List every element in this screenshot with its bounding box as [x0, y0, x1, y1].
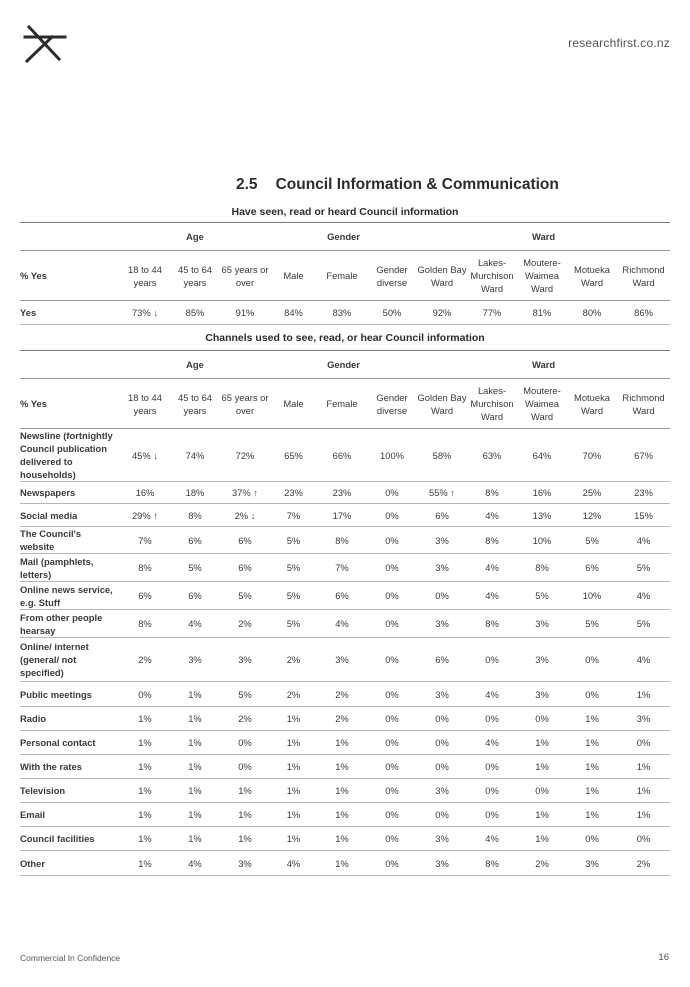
table-cell: 0% — [417, 731, 467, 755]
table-cell: 1% — [317, 779, 367, 803]
table-cell: 55% ↑ — [417, 482, 467, 504]
row-label: Public meetings — [20, 682, 120, 707]
table-cell: 0% — [367, 707, 417, 731]
table-cell: 1% — [220, 827, 270, 851]
column-header: Moutere-Waimea Ward — [517, 251, 567, 301]
table-cell: 3% — [417, 851, 467, 876]
table-cell: 2% — [317, 682, 367, 707]
table-cell: 1% — [120, 731, 170, 755]
table-cell: 0% — [467, 638, 517, 682]
table-cell: 1% — [317, 803, 367, 827]
table-cell: 0% — [220, 755, 270, 779]
table-cell: 0% — [567, 682, 617, 707]
column-header: 18 to 44 years — [120, 251, 170, 301]
table-cell: 1% — [120, 779, 170, 803]
table-cell: 2% — [220, 610, 270, 638]
table-cell: 50% — [367, 301, 417, 325]
table-cell: 23% — [617, 482, 670, 504]
table-cell: 2% — [517, 851, 567, 876]
group-age: Age — [120, 223, 270, 251]
table-cell: 3% — [417, 682, 467, 707]
table-cell: 7% — [317, 554, 367, 582]
column-header: Richmond Ward — [617, 251, 670, 301]
table-cell: 74% — [170, 429, 220, 482]
section-number: 2.5 — [236, 176, 258, 193]
table-cell: 72% — [220, 429, 270, 482]
table-cell: 0% — [367, 582, 417, 610]
table-row — [20, 482, 670, 504]
table-cell: 3% — [517, 610, 567, 638]
table-cell: 1% — [567, 707, 617, 731]
table-cell: 5% — [617, 554, 670, 582]
row-label: Television — [20, 779, 120, 803]
table-cell: 12% — [567, 504, 617, 527]
table-cell: 73% ↓ — [120, 301, 170, 325]
table-cell: 4% — [617, 527, 670, 554]
table-row — [20, 803, 670, 827]
table-cell: 100% — [367, 429, 417, 482]
column-header: Motueka Ward — [567, 379, 617, 429]
table-cell: 1% — [120, 707, 170, 731]
row-label: Mail (pamphlets, letters) — [20, 554, 120, 582]
table-cell: 8% — [170, 504, 220, 527]
table-row — [20, 638, 670, 682]
row-label: Yes — [20, 301, 120, 325]
table-cell: 8% — [517, 554, 567, 582]
table-cell: 1% — [317, 851, 367, 876]
table-cell: 1% — [120, 851, 170, 876]
table-cell: 1% — [170, 707, 220, 731]
table-cell: 84% — [270, 301, 317, 325]
column-header: 18 to 44 years — [120, 379, 170, 429]
column-header: Lakes-Murchison Ward — [467, 379, 517, 429]
table-cell: 4% — [170, 851, 220, 876]
table-cell: 1% — [120, 755, 170, 779]
table-cell: 1% — [517, 803, 567, 827]
section-title-text: Council Information & Communication — [275, 176, 559, 193]
table-cell: 6% — [170, 582, 220, 610]
table-cell: 1% — [170, 803, 220, 827]
column-header: Lakes-Murchison Ward — [467, 251, 517, 301]
table-cell: 58% — [417, 429, 467, 482]
table-cell: 4% — [617, 582, 670, 610]
table-cell: 7% — [270, 504, 317, 527]
table-cell: 4% — [467, 827, 517, 851]
table-cell: 2% — [270, 638, 317, 682]
table-cell: 16% — [120, 482, 170, 504]
table-cell: 0% — [567, 827, 617, 851]
table-cell: 77% — [467, 301, 517, 325]
table-cell: 1% — [517, 731, 567, 755]
row-label: Email — [20, 803, 120, 827]
table-cell: 1% — [567, 731, 617, 755]
table-cell: 6% — [120, 582, 170, 610]
table-cell: 3% — [317, 638, 367, 682]
column-header: Male — [270, 251, 317, 301]
table-cell: 8% — [317, 527, 367, 554]
row-label: The Council's website — [20, 527, 120, 554]
table-row — [20, 554, 670, 582]
table-cell: 0% — [367, 682, 417, 707]
group-age: Age — [120, 351, 270, 379]
table1-caption: Have seen, read or heard Council information — [231, 206, 459, 218]
table-cell: 67% — [617, 429, 670, 482]
table-cell: 10% — [567, 582, 617, 610]
table-cell: 0% — [417, 755, 467, 779]
table-cell: 3% — [417, 827, 467, 851]
table-cell: 1% — [170, 731, 220, 755]
table-cell: 23% — [270, 482, 317, 504]
table-cell: 1% — [517, 755, 567, 779]
table-cell: 4% — [317, 610, 367, 638]
table-cell: 3% — [220, 851, 270, 876]
table-cell: 2% — [120, 638, 170, 682]
column-headers — [20, 379, 670, 429]
table-cell: 1% — [567, 755, 617, 779]
table-cell: 29% ↑ — [120, 504, 170, 527]
table-cell: 0% — [367, 638, 417, 682]
table-row — [20, 731, 670, 755]
table-cell: 1% — [517, 827, 567, 851]
table-cell: 1% — [270, 827, 317, 851]
table-cell: 0% — [467, 755, 517, 779]
table-cell: 1% — [170, 827, 220, 851]
column-headers — [20, 251, 670, 301]
row-label: Council facilities — [20, 827, 120, 851]
table-cell: 3% — [417, 554, 467, 582]
table-cell: 1% — [120, 803, 170, 827]
table-cell: 1% — [270, 755, 317, 779]
table-cell: 0% — [367, 755, 417, 779]
table-cell: 91% — [220, 301, 270, 325]
row-label: Other — [20, 851, 120, 876]
footer-confidentiality: Commercial In Confidence — [20, 953, 121, 963]
table-row — [20, 755, 670, 779]
column-header: Female — [317, 379, 367, 429]
header-website: researchfirst.co.nz — [568, 36, 670, 50]
row-label: Online/ internet (general/ not specified) — [20, 638, 120, 682]
row-label: Online news service, e.g. Stuff — [20, 582, 120, 610]
table-cell: 8% — [467, 527, 517, 554]
table-cell: 1% — [317, 827, 367, 851]
table-cell: 5% — [270, 582, 317, 610]
group-gender: Gender — [270, 351, 417, 379]
table-cell: 1% — [270, 779, 317, 803]
row-label: Newsline (fortnightly Council publication delivered to households) — [20, 429, 120, 482]
table-cell: 1% — [270, 803, 317, 827]
table-cell: 0% — [120, 682, 170, 707]
table-cell: 5% — [517, 582, 567, 610]
table-cell: 3% — [517, 638, 567, 682]
column-header: Motueka Ward — [567, 251, 617, 301]
table-cell: 1% — [567, 803, 617, 827]
table-row — [20, 582, 670, 610]
table-cell: 5% — [617, 610, 670, 638]
table-row — [20, 682, 670, 707]
table-cell: 1% — [617, 779, 670, 803]
table-cell: 4% — [467, 731, 517, 755]
table-cell: 6% — [567, 554, 617, 582]
table-cell: 8% — [120, 610, 170, 638]
table-cell: 2% — [317, 707, 367, 731]
group-gender: Gender — [270, 223, 417, 251]
table-cell: 25% — [567, 482, 617, 504]
table-cell: 0% — [567, 638, 617, 682]
table-cell: 3% — [417, 779, 467, 803]
table-cell: 1% — [120, 827, 170, 851]
table-cell: 1% — [567, 779, 617, 803]
table-cell: 3% — [567, 851, 617, 876]
table-cell: 5% — [567, 527, 617, 554]
table-cell: 6% — [220, 554, 270, 582]
table-cell: 86% — [617, 301, 670, 325]
table-cell: 8% — [120, 554, 170, 582]
table-cell: 1% — [270, 707, 317, 731]
table-cell: 0% — [467, 707, 517, 731]
column-header: Golden Bay Ward — [417, 251, 467, 301]
table-row — [20, 301, 670, 325]
column-header: % Yes — [20, 379, 120, 429]
table-channels-used — [20, 350, 670, 876]
table-cell: 6% — [220, 527, 270, 554]
table-cell: 2% — [270, 682, 317, 707]
table-cell: 66% — [317, 429, 367, 482]
table-row — [20, 429, 670, 482]
table-cell: 4% — [467, 582, 517, 610]
table-cell: 0% — [367, 610, 417, 638]
table-cell: 4% — [467, 682, 517, 707]
column-header: % Yes — [20, 251, 120, 301]
table-row — [20, 707, 670, 731]
table-cell: 1% — [170, 779, 220, 803]
table-cell: 0% — [617, 827, 670, 851]
table-cell: 45% ↓ — [120, 429, 170, 482]
table-cell: 81% — [517, 301, 567, 325]
section-title — [236, 176, 559, 194]
table-row — [20, 851, 670, 876]
table-cell: 5% — [567, 610, 617, 638]
table-cell: 80% — [567, 301, 617, 325]
table-cell: 6% — [417, 638, 467, 682]
table-cell: 1% — [170, 682, 220, 707]
table-cell: 3% — [417, 527, 467, 554]
column-header: 65 years or over — [220, 251, 270, 301]
table-row — [20, 610, 670, 638]
group-ward: Ward — [417, 223, 670, 251]
table-cell: 5% — [270, 554, 317, 582]
table-cell: 5% — [270, 610, 317, 638]
column-header: 45 to 64 years — [170, 251, 220, 301]
table-cell: 64% — [517, 429, 567, 482]
table-cell: 0% — [220, 731, 270, 755]
table-cell: 1% — [317, 731, 367, 755]
table-cell: 0% — [367, 731, 417, 755]
table-cell: 1% — [617, 803, 670, 827]
table-row — [20, 827, 670, 851]
group-ward: Ward — [417, 351, 670, 379]
table-cell: 63% — [467, 429, 517, 482]
table-cell: 0% — [367, 527, 417, 554]
table-cell: 0% — [517, 779, 567, 803]
row-label: Social media — [20, 504, 120, 527]
table-cell: 4% — [467, 554, 517, 582]
row-label: Radio — [20, 707, 120, 731]
table-cell: 7% — [120, 527, 170, 554]
table-row — [20, 527, 670, 554]
table-cell: 1% — [617, 755, 670, 779]
table-cell: 0% — [417, 707, 467, 731]
table-cell: 0% — [367, 803, 417, 827]
table-cell: 5% — [220, 682, 270, 707]
table-cell: 0% — [367, 779, 417, 803]
table-cell: 0% — [367, 482, 417, 504]
column-header: 65 years or over — [220, 379, 270, 429]
table-cell: 0% — [367, 851, 417, 876]
column-header: Richmond Ward — [617, 379, 670, 429]
table-cell: 1% — [317, 755, 367, 779]
table-cell: 6% — [170, 527, 220, 554]
table-row — [20, 504, 670, 527]
table-cell: 5% — [270, 527, 317, 554]
table-cell: 3% — [517, 682, 567, 707]
table-cell: 4% — [617, 638, 670, 682]
table-cell: 5% — [170, 554, 220, 582]
column-header: 45 to 64 years — [170, 379, 220, 429]
table-cell: 5% — [220, 582, 270, 610]
table-cell: 3% — [417, 610, 467, 638]
table-cell: 0% — [467, 779, 517, 803]
table-cell: 37% ↑ — [220, 482, 270, 504]
table-cell: 2% ↓ — [220, 504, 270, 527]
table-cell: 16% — [517, 482, 567, 504]
table-cell: 3% — [220, 638, 270, 682]
table-cell: 0% — [367, 504, 417, 527]
table-cell: 0% — [467, 803, 517, 827]
row-label: Personal contact — [20, 731, 120, 755]
table-cell: 70% — [567, 429, 617, 482]
table-cell: 8% — [467, 610, 517, 638]
table-cell: 0% — [367, 827, 417, 851]
table-cell: 0% — [417, 803, 467, 827]
column-header: Gender diverse — [367, 251, 417, 301]
row-label: From other people hearsay — [20, 610, 120, 638]
table-cell: 65% — [270, 429, 317, 482]
table-cell: 1% — [170, 755, 220, 779]
table-cell: 2% — [220, 707, 270, 731]
table-cell: 8% — [467, 851, 517, 876]
column-header: Gender diverse — [367, 379, 417, 429]
table-cell: 23% — [317, 482, 367, 504]
table-cell: 0% — [417, 582, 467, 610]
table-cell: 10% — [517, 527, 567, 554]
column-header: Moutere-Waimea Ward — [517, 379, 567, 429]
table-cell: 13% — [517, 504, 567, 527]
table-cell: 15% — [617, 504, 670, 527]
table-cell: 1% — [617, 682, 670, 707]
page-number: 16 — [658, 952, 669, 963]
table-cell: 4% — [270, 851, 317, 876]
table-cell: 1% — [220, 779, 270, 803]
row-label: With the rates — [20, 755, 120, 779]
table-cell: 6% — [417, 504, 467, 527]
research-first-logo — [22, 24, 68, 64]
table-cell: 3% — [170, 638, 220, 682]
column-header: Female — [317, 251, 367, 301]
column-header: Golden Bay Ward — [417, 379, 467, 429]
table-cell: 17% — [317, 504, 367, 527]
table-cell: 4% — [170, 610, 220, 638]
table-cell: 0% — [367, 554, 417, 582]
table-cell: 4% — [467, 504, 517, 527]
row-label: Newspapers — [20, 482, 120, 504]
table-cell: 3% — [617, 707, 670, 731]
table2-caption: Channels used to see, read, or hear Council information — [205, 332, 485, 344]
table-cell: 0% — [517, 707, 567, 731]
table-cell: 85% — [170, 301, 220, 325]
table-cell: 1% — [220, 803, 270, 827]
table-cell: 6% — [317, 582, 367, 610]
column-header: Male — [270, 379, 317, 429]
table-cell: 8% — [467, 482, 517, 504]
table-row — [20, 779, 670, 803]
table-cell: 1% — [270, 731, 317, 755]
table-cell: 2% — [617, 851, 670, 876]
table-cell: 92% — [417, 301, 467, 325]
table-cell: 83% — [317, 301, 367, 325]
table-council-info-seen — [20, 222, 670, 325]
table-cell: 18% — [170, 482, 220, 504]
table-cell: 0% — [617, 731, 670, 755]
